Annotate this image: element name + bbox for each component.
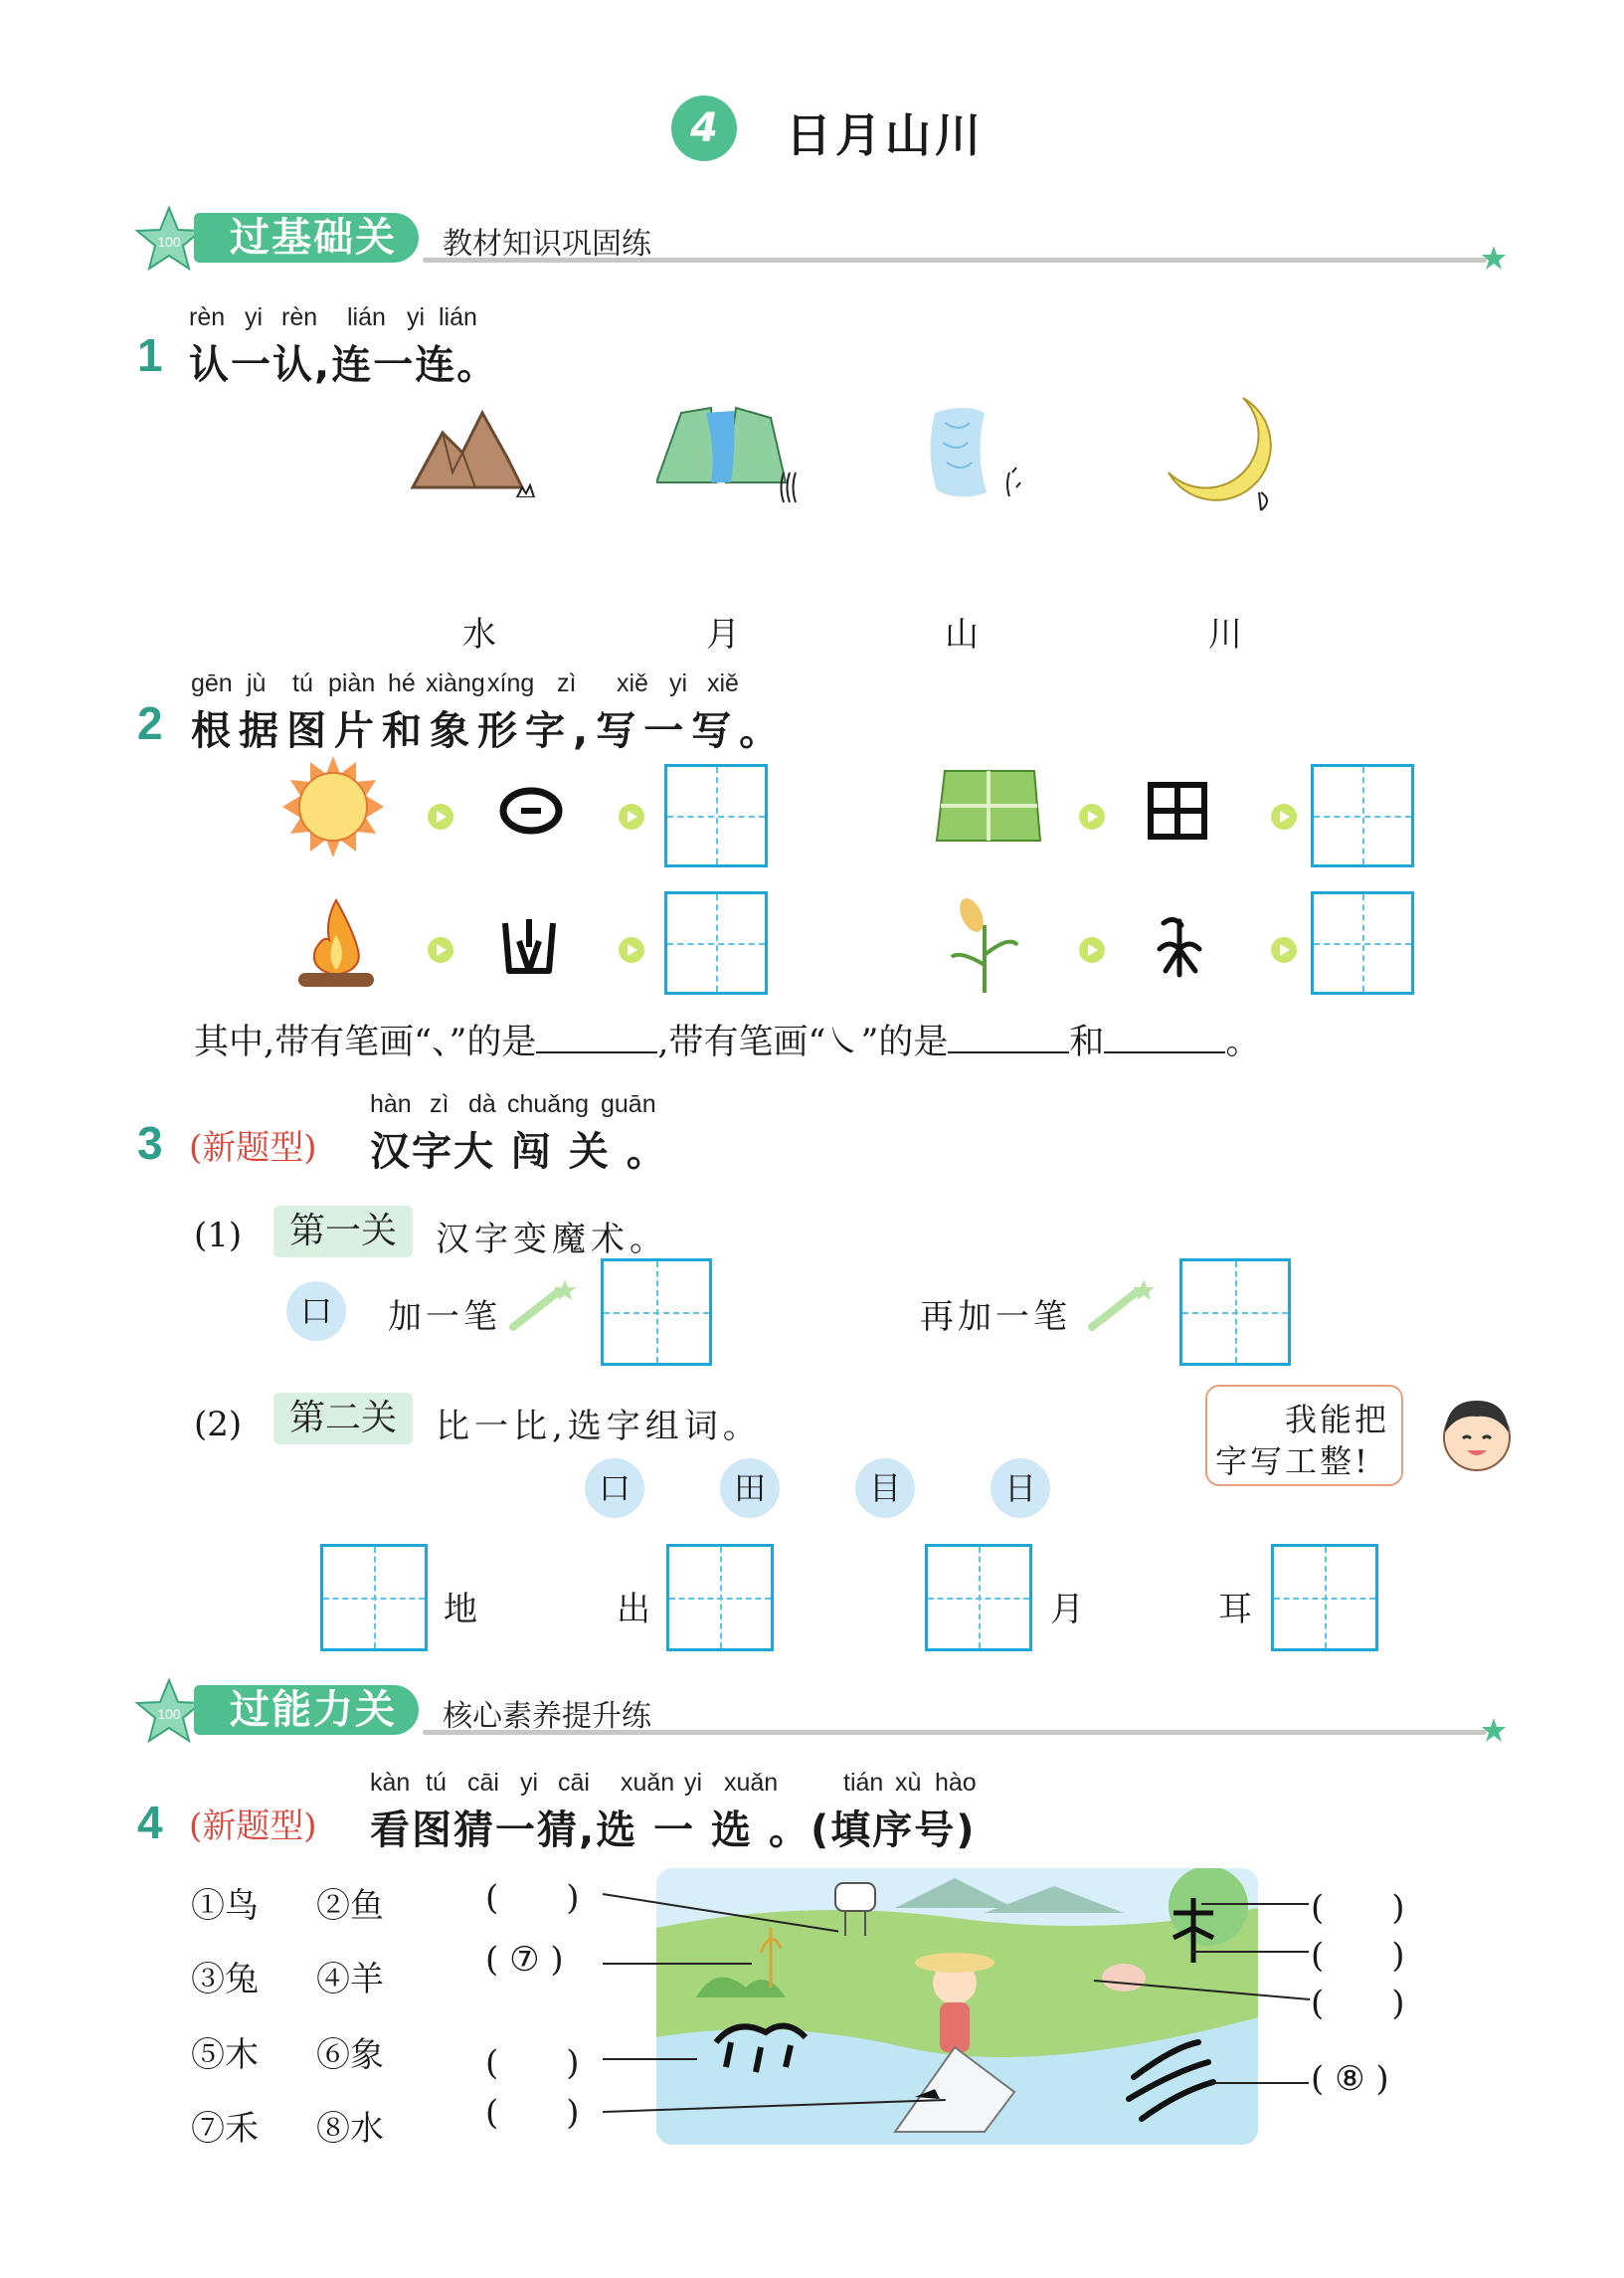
option-item: ④羊 bbox=[316, 1960, 384, 1999]
sentence-text: 。 bbox=[1225, 1023, 1261, 1062]
option-item: ③兔 bbox=[191, 1960, 259, 1999]
oracle-fire-glyph bbox=[499, 913, 559, 981]
choice-character[interactable]: 口 bbox=[585, 1458, 644, 1518]
writing-grid[interactable] bbox=[1179, 1258, 1291, 1366]
lesson-title: 日月山川 bbox=[786, 108, 985, 162]
sun-picture bbox=[280, 754, 386, 863]
pinyin: guān bbox=[601, 1090, 656, 1118]
compound-word-char: 耳 bbox=[1218, 1590, 1252, 1629]
word-option: 川 bbox=[1208, 615, 1242, 655]
word-option: 山 bbox=[945, 615, 979, 655]
add-stroke-label: 加一笔 bbox=[388, 1297, 501, 1337]
pinyin: cāi bbox=[558, 1769, 590, 1797]
writing-grid[interactable] bbox=[601, 1258, 712, 1366]
lesson-number-badge: 4 bbox=[671, 95, 737, 161]
moon-picture bbox=[1164, 393, 1293, 516]
writing-grid[interactable] bbox=[1311, 764, 1414, 867]
compound-word-char: 出 bbox=[617, 1590, 650, 1629]
choice-character[interactable]: 目 bbox=[855, 1458, 915, 1518]
leader-line bbox=[1191, 1951, 1309, 1953]
svg-text:100: 100 bbox=[157, 1706, 181, 1722]
pinyin: lián bbox=[347, 303, 386, 331]
writing-grid[interactable] bbox=[664, 764, 768, 867]
arrow-icon bbox=[428, 804, 453, 830]
question-prompt: 汉字大 闯 关 。 bbox=[370, 1129, 668, 1175]
answer-blank[interactable] bbox=[536, 1024, 657, 1053]
pinyin: xiàng bbox=[426, 669, 485, 697]
pinyin: zì bbox=[430, 1090, 450, 1118]
writing-grid[interactable] bbox=[1271, 1544, 1378, 1651]
oracle-grain-glyph bbox=[1156, 913, 1203, 983]
sentence-text: 其中,带有笔画“、”的是 bbox=[194, 1023, 537, 1062]
answer-bracket[interactable]: ( ) bbox=[1311, 1984, 1405, 2023]
pinyin: cāi bbox=[467, 1769, 499, 1797]
answer-bracket[interactable]: ( ⑧ ) bbox=[1311, 2059, 1389, 2099]
option-item: ⑧水 bbox=[316, 2109, 384, 2149]
pinyin: rèn bbox=[189, 303, 226, 331]
stage-desc: 比一比,选字组词。 bbox=[436, 1407, 762, 1446]
compound-word-char: 地 bbox=[444, 1590, 477, 1629]
pinyin: yi bbox=[245, 303, 264, 331]
stage-desc: 汉字变魔术。 bbox=[436, 1220, 668, 1259]
section-subtitle: 核心素养提升练 bbox=[443, 1699, 651, 1734]
pinyin: yi bbox=[520, 1769, 539, 1797]
option-item: ⑥象 bbox=[316, 2035, 384, 2075]
leader-line bbox=[1201, 1903, 1309, 1905]
pinyin: yi bbox=[669, 669, 688, 697]
pinyin: lián bbox=[439, 303, 477, 331]
pinyin: hé bbox=[388, 669, 416, 697]
question-number: 4 bbox=[137, 1797, 163, 1848]
river-valley-picture bbox=[656, 403, 806, 516]
oracle-field-glyph bbox=[1147, 781, 1208, 845]
pinyin: gēn bbox=[191, 669, 233, 697]
bubble-line: 我能把 bbox=[1285, 1401, 1390, 1438]
pinyin: xuǎn bbox=[724, 1769, 779, 1797]
star-end-icon bbox=[1481, 1717, 1507, 1747]
arrow-icon bbox=[619, 937, 644, 963]
question-number: 1 bbox=[137, 329, 163, 381]
question-prompt: 根据图片和象形字,写一写。 bbox=[191, 708, 788, 754]
magic-wand-icon bbox=[1088, 1277, 1158, 1337]
fire-picture bbox=[293, 895, 379, 994]
leader-line bbox=[603, 2058, 697, 2060]
part-label: (2) bbox=[194, 1405, 243, 1444]
pinyin: dà bbox=[468, 1090, 496, 1118]
field-picture bbox=[935, 766, 1042, 850]
pinyin: xuǎn bbox=[621, 1769, 675, 1797]
section-subtitle: 教材知识巩固练 bbox=[443, 227, 651, 262]
answer-bracket[interactable]: ( ) bbox=[1311, 1936, 1405, 1976]
writing-grid[interactable] bbox=[666, 1544, 774, 1651]
writing-grid[interactable] bbox=[664, 891, 768, 995]
section-title: 过基础关 bbox=[194, 213, 419, 263]
pinyin: xiě bbox=[707, 669, 739, 697]
sentence-text: ,带有笔画“㇏”的是 bbox=[657, 1023, 949, 1062]
pinyin: piàn bbox=[328, 669, 376, 697]
option-item: ⑤木 bbox=[191, 2035, 259, 2075]
pinyin: chuǎng bbox=[507, 1090, 590, 1118]
arrow-icon bbox=[1079, 937, 1105, 963]
stage-badge: 第二关 bbox=[273, 1393, 413, 1444]
section-title: 过能力关 bbox=[194, 1685, 419, 1735]
answer-bracket[interactable]: ( ⑦ ) bbox=[485, 1940, 564, 1980]
writing-grid[interactable] bbox=[1311, 891, 1414, 995]
boy-avatar bbox=[1437, 1393, 1517, 1486]
pinyin: tián bbox=[843, 1769, 884, 1797]
choice-character[interactable]: 日 bbox=[991, 1458, 1050, 1518]
pinyin: yi bbox=[684, 1769, 703, 1797]
pinyin: tú bbox=[426, 1769, 447, 1797]
word-option: 月 bbox=[706, 615, 740, 655]
magic-wand-icon bbox=[509, 1277, 579, 1337]
svg-text:100: 100 bbox=[157, 234, 181, 250]
pinyin: yi bbox=[407, 303, 426, 331]
option-item: ⑦禾 bbox=[191, 2109, 259, 2149]
pinyin: xíng bbox=[487, 669, 535, 697]
base-character: 口 bbox=[286, 1281, 346, 1341]
question-prompt: 认一认,连一连。 bbox=[189, 342, 499, 388]
fill-sentence bbox=[194, 1015, 1260, 1064]
leader-line bbox=[603, 1963, 752, 1965]
section-ability bbox=[134, 1681, 1507, 1741]
writing-grid[interactable] bbox=[925, 1544, 1032, 1651]
rice-plant-picture bbox=[950, 895, 1019, 999]
answer-blank[interactable] bbox=[1104, 1024, 1225, 1053]
part-label: (1) bbox=[194, 1216, 243, 1255]
new-type-tag: (新题型) bbox=[189, 1806, 317, 1846]
arrow-icon bbox=[1271, 804, 1297, 830]
choice-character[interactable]: 田 bbox=[720, 1458, 780, 1518]
arrow-icon bbox=[1079, 804, 1105, 830]
pinyin: jù bbox=[247, 669, 267, 697]
writing-grid[interactable] bbox=[320, 1544, 428, 1651]
question-prompt: 看图猜一猜,选 一 选 。(填序号) bbox=[370, 1807, 977, 1853]
answer-bracket[interactable]: ( ) bbox=[485, 2093, 580, 2133]
word-option: 水 bbox=[462, 615, 496, 655]
water-picture bbox=[925, 403, 1034, 516]
compound-word-char: 月 bbox=[1050, 1590, 1084, 1629]
new-type-tag: (新题型) bbox=[189, 1128, 317, 1168]
pinyin: xù bbox=[895, 1769, 922, 1797]
oracle-sun-glyph bbox=[499, 786, 563, 840]
add-stroke-again-label: 再加一笔 bbox=[920, 1297, 1071, 1337]
pinyin: hào bbox=[935, 1769, 977, 1797]
option-item: ②鱼 bbox=[316, 1886, 384, 1926]
answer-bracket[interactable]: ( ) bbox=[1311, 1888, 1405, 1928]
question-number: 2 bbox=[137, 697, 163, 749]
option-item: ①鸟 bbox=[191, 1886, 259, 1926]
pinyin: xiě bbox=[617, 669, 648, 697]
stage-badge: 第一关 bbox=[273, 1206, 413, 1257]
arrow-icon bbox=[428, 937, 453, 963]
answer-bracket[interactable]: ( ) bbox=[485, 2043, 580, 2083]
leader-line bbox=[1211, 2082, 1309, 2084]
section-basic bbox=[134, 209, 1507, 269]
answer-bracket[interactable]: ( ) bbox=[485, 1878, 580, 1918]
speech-bubble bbox=[1205, 1385, 1403, 1486]
pinyin: rèn bbox=[281, 303, 318, 331]
star-end-icon bbox=[1481, 245, 1507, 275]
pinyin: kàn bbox=[370, 1769, 411, 1797]
question-number: 3 bbox=[137, 1117, 163, 1169]
scene-picture bbox=[656, 1868, 1258, 2145]
arrow-icon bbox=[1271, 937, 1297, 963]
pinyin: tú bbox=[292, 669, 313, 697]
pinyin: zì bbox=[557, 669, 577, 697]
sentence-text: 和 bbox=[1069, 1023, 1105, 1062]
arrow-icon bbox=[619, 804, 644, 830]
answer-blank[interactable] bbox=[948, 1024, 1069, 1053]
bubble-line: 字写工整! bbox=[1215, 1442, 1370, 1480]
pinyin: hàn bbox=[370, 1090, 412, 1118]
mountain-picture bbox=[408, 403, 537, 501]
